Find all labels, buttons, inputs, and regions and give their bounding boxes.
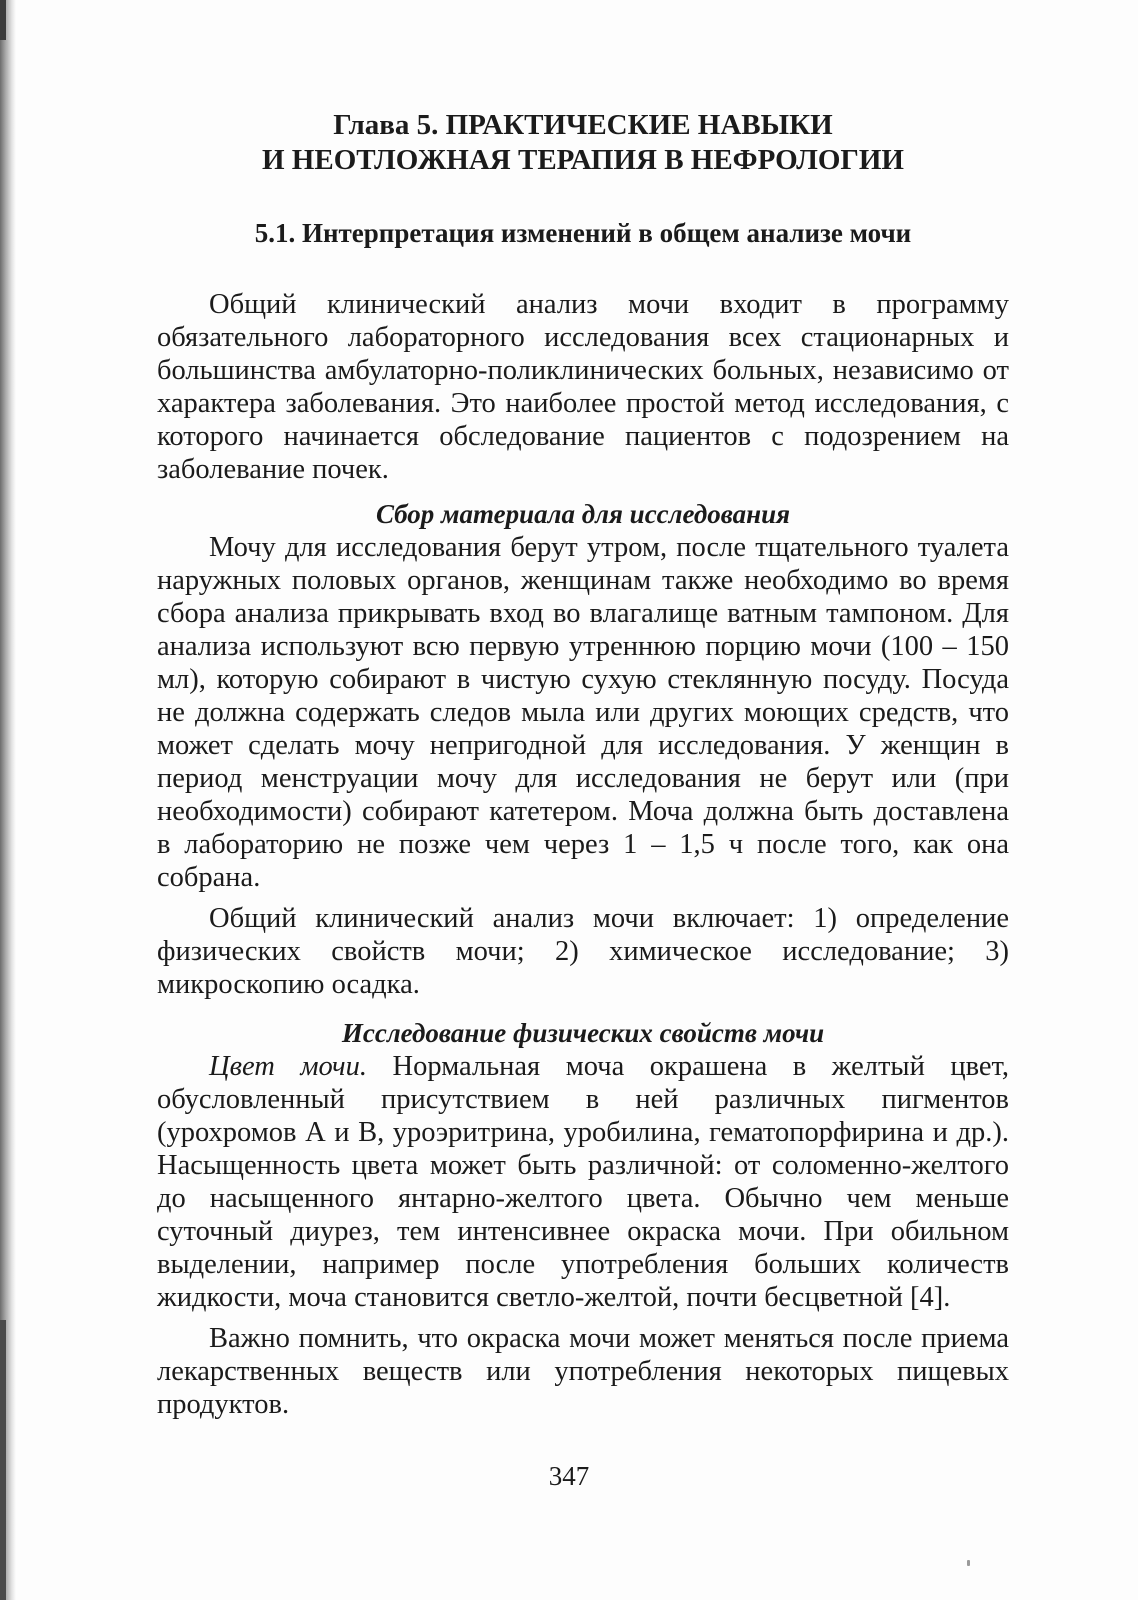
page-content — [157, 108, 1009, 1421]
chapter-title-line-1: Глава 5. ПРАКТИЧЕСКИЕ НАВЫКИ — [333, 109, 833, 141]
page-number: 347 — [548, 1461, 590, 1491]
subheading-physical: Исследование физических свойств мочи — [341, 1018, 825, 1048]
section-title: 5.1. Интерпретация изменений в общем анализе мочи — [254, 218, 912, 248]
paragraph-color-body: Нормальная моча окрашена в желтый цвет, обусловленный присутствием в ней различных пигментов (урохромов А и В, уроэритрина, уробилина, гематопорфирина и др.). Насыщенность цвета может быть различной: от соломенно-желтого до насыщенного янтарно-желтого цвета. Обычно чем меньше суточный диурез, тем интенсивнее окраска мочи. При обильном выделении, например после употребления больших количеств жидкости, моча становится светло-желтой, почти бесцветной [4]. — [157, 1051, 1009, 1313]
paragraph-important: Важно помнить, что окраска мочи может меняться после приема лекарственных веществ или употребления некоторых пищевых продуктов. — [157, 1323, 1009, 1420]
paragraph-color-lead: Цвет мочи. — [209, 1051, 368, 1082]
paragraph-color — [157, 1050, 1009, 1314]
subheading-collection: Сбор материала для исследования — [375, 499, 791, 529]
paragraph-collection: Мочу для исследования берут утром, после тщательного туалета наружных половых органов, женщинам также необходимо во время сбора анализа прикрывать вход во влагалище ватным тампоном. Для анализа используют всю первую утреннюю порцию мочи (100 – 150 мл), которую собирают в чистую сухую стеклянную посуду. Посуда не должна содержать следов мыла или других моющих средств, что может сделать мочу непригодной для исследования. У женщин в период менструации мочу для исследования не берут или (при необходимости) собирают катетером. Моча должна быть доставлена в лабораторию не позже чем через 1 – 1,5 ч после того, как она собрана. — [157, 532, 1009, 893]
chapter-title — [157, 108, 1009, 178]
paragraph-components: Общий клинический анализ мочи включает: 1) определение физических свойств мочи; 2) химическое исследование; 3) микроскопию осадка. — [157, 903, 1009, 1000]
scan-speck — [967, 1560, 970, 1566]
chapter-title-line-2: И НЕОТЛОЖНАЯ ТЕРАПИЯ В НЕФРОЛОГИИ — [262, 144, 904, 176]
paragraph-intro: Общий клинический анализ мочи входит в программу обязательного лабораторного исследования всех стационарных и большинства амбулаторно-поликлинических больных, независимо от характера заболевания. Это наиболее простой метод исследования, с которого начинается обследование пациентов с подозрением на заболевание почек. — [157, 289, 1009, 485]
binding-mark-top — [0, 0, 6, 40]
